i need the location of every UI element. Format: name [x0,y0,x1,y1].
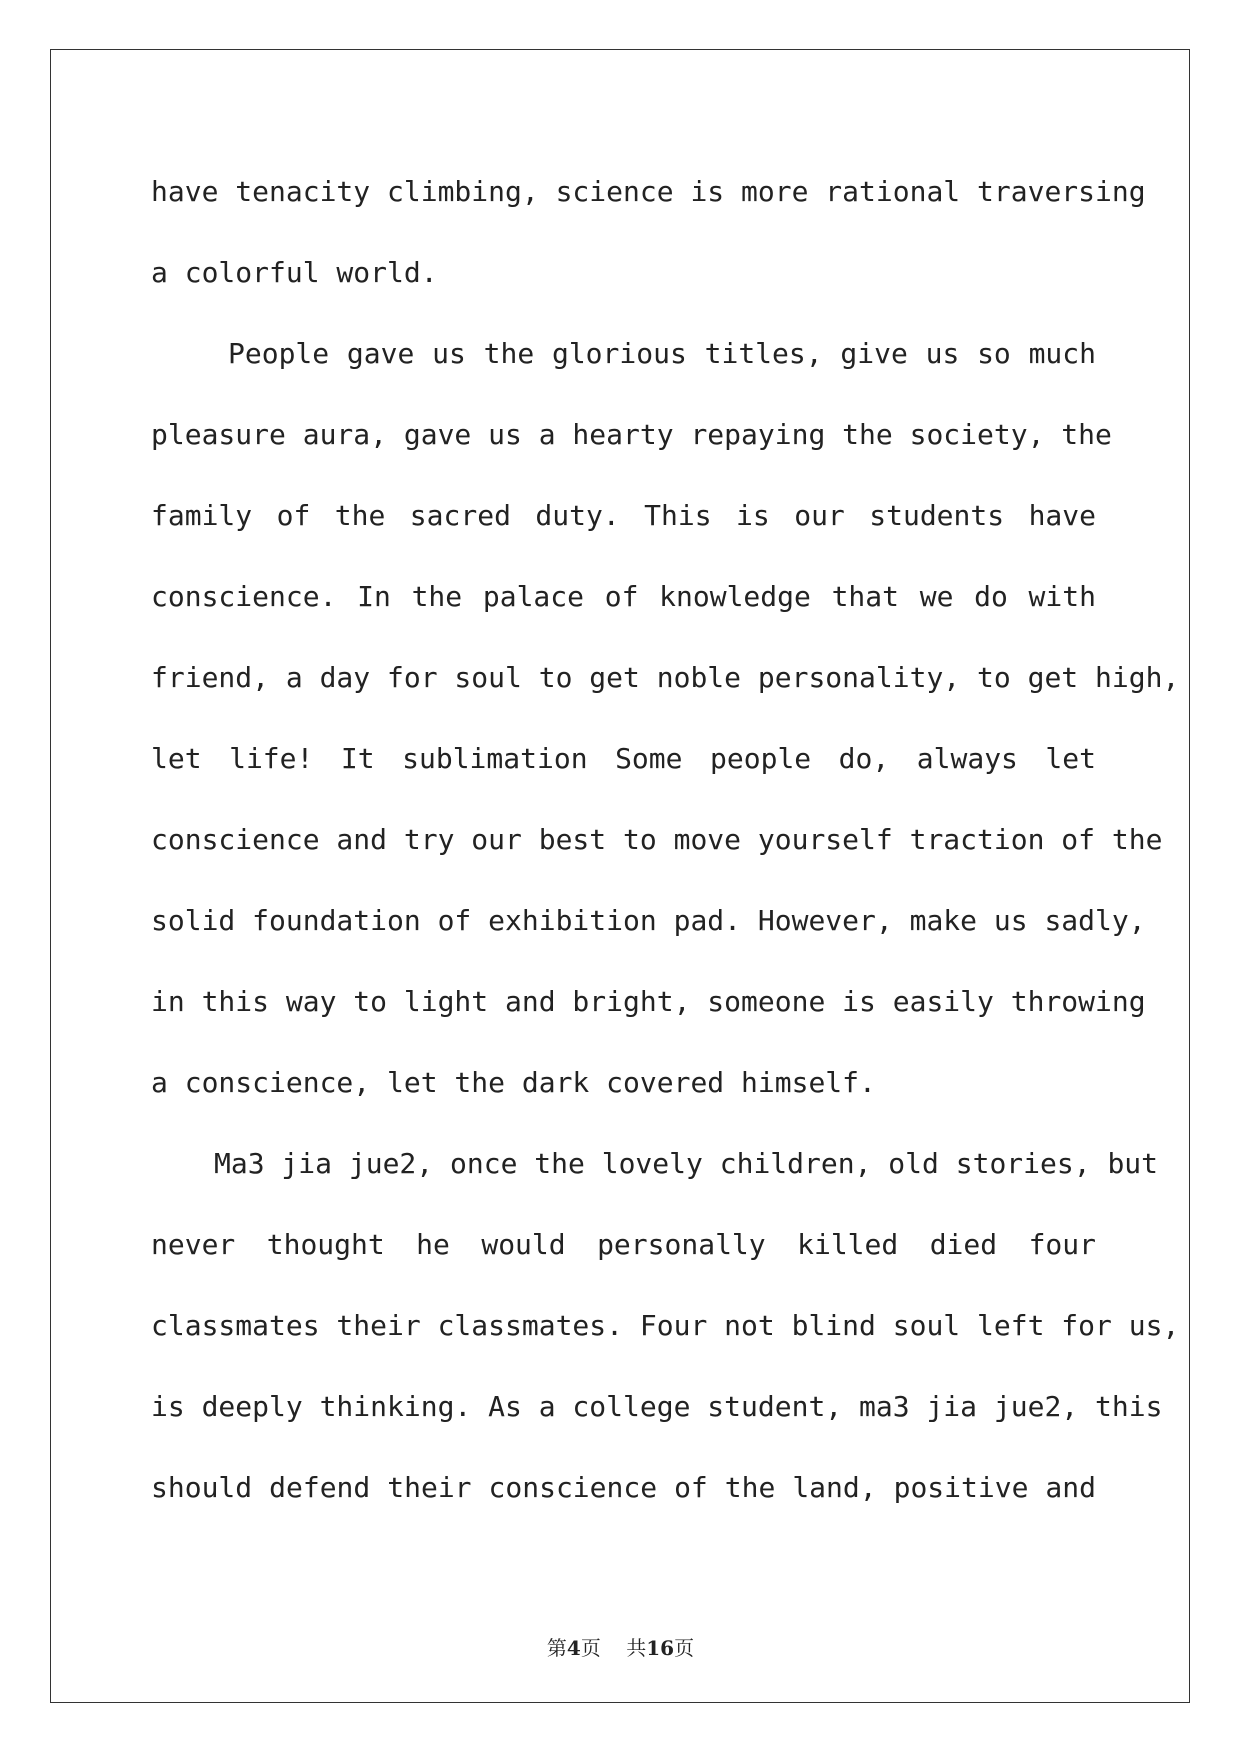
page-border [50,49,1190,1703]
total-suffix: 页 [674,1636,695,1660]
page-footer [0,1632,1241,1661]
text-line: conscience. In the palace of knowledge that we do with [151,580,1096,613]
total-prefix: 共 [626,1636,647,1660]
text-line: People gave us the glorious titles, give us so much [228,337,1096,370]
text-line: friend, a day for soul to get noble personality, to get high, [151,661,1180,694]
text-line: classmates their classmates. Four not blind soul left for us, [151,1309,1180,1342]
text-line: never thought he would personally killed died four [151,1228,1096,1261]
page-suffix: 页 [580,1636,601,1660]
text-line: solid foundation of exhibition pad. However, make us sadly, [151,904,1146,937]
text-line: family of the sacred duty. This is our students have [151,499,1096,532]
text-line: conscience and try our best to move yourself traction of the [151,823,1163,856]
text-line: is deeply thinking. As a college student, ma3 jia jue2, this [151,1390,1163,1423]
page-prefix: 第 [546,1636,567,1660]
text-line: a colorful world. [151,256,438,289]
text-line: should defend their conscience of the land, positive and [151,1471,1096,1504]
text-line: a conscience, let the dark covered himself. [151,1066,876,1099]
page-number: 4 [566,1636,581,1660]
text-line: let life! It sublimation Some people do, always let [151,742,1096,775]
total-pages: 16 [646,1636,675,1660]
text-line: in this way to light and bright, someone is easily throwing [151,985,1146,1018]
text-line: pleasure aura, gave us a hearty repaying the society, the [151,418,1112,451]
text-line: have tenacity climbing, science is more rational traversing [151,175,1146,208]
text-line: Ma3 jia jue2, once the lovely children, old stories, but [214,1147,1159,1180]
